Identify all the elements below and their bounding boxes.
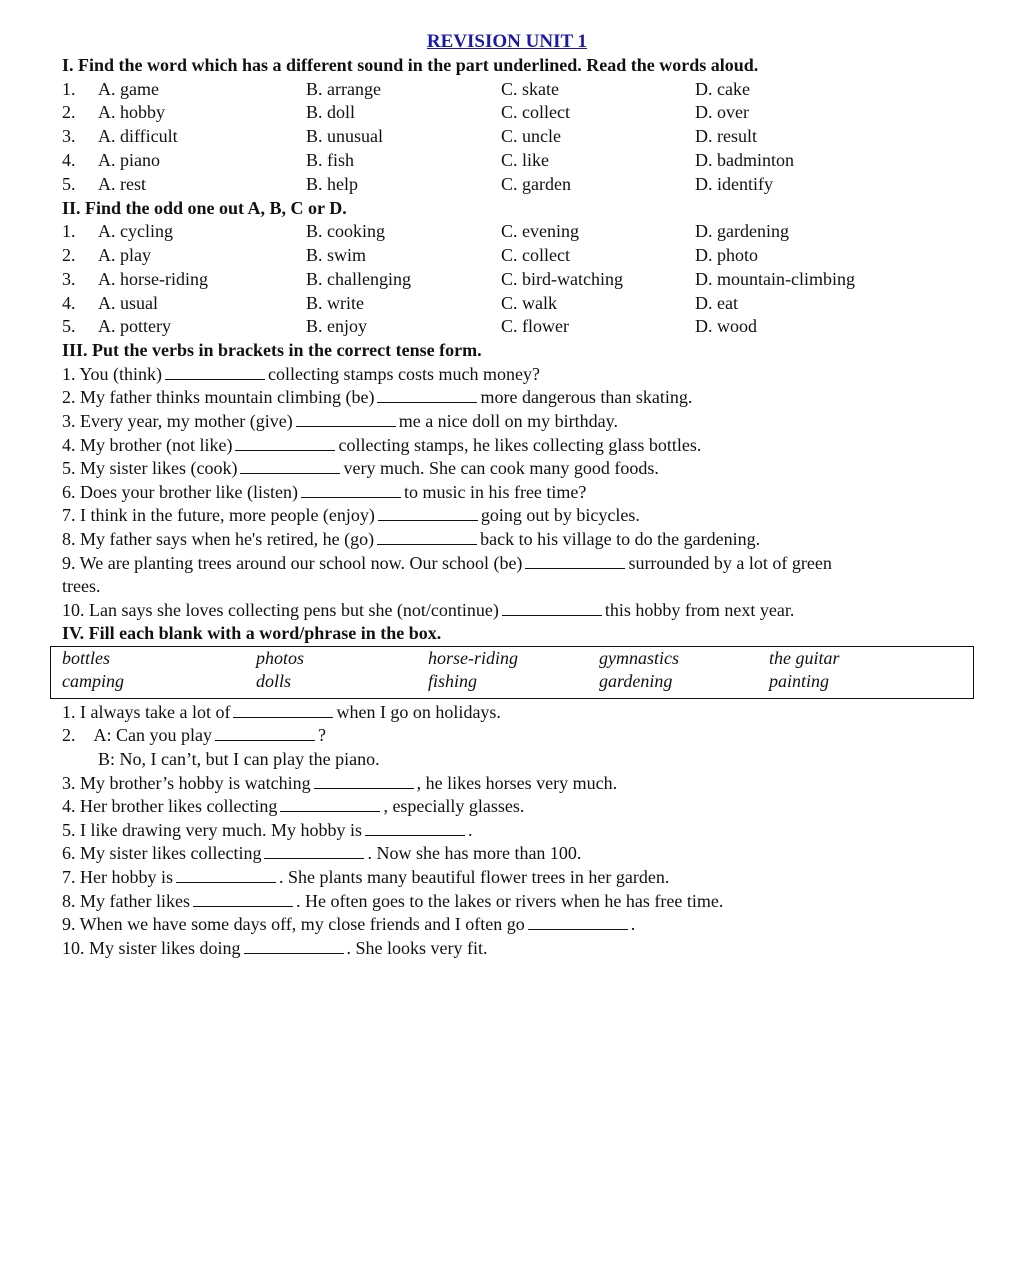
answer-blank[interactable] (502, 600, 602, 616)
section-1-heading: I. Find the word which has a different sound in the part underlined. Read the words aloud. (62, 55, 759, 75)
question-number: 1. (62, 78, 76, 99)
exercise-item: 10. My sister likes doing . She looks very fit. (62, 937, 488, 958)
exercise-item: 5. I like drawing very much. My hobby is . (62, 819, 473, 840)
question-number: 4. (62, 292, 76, 313)
question-row (62, 101, 952, 125)
word-box-entry: photos (256, 647, 305, 668)
option-b[interactable]: B. cooking (306, 221, 385, 242)
option-d[interactable]: D. eat (695, 292, 738, 313)
answer-blank[interactable] (193, 891, 293, 907)
question-number: 1. (62, 221, 76, 242)
option-d[interactable]: D. wood (695, 316, 757, 337)
option-d[interactable]: D. mountain-climbing (695, 268, 855, 289)
option-c[interactable]: C. evening (501, 221, 579, 242)
word-box-entry: bottles (62, 647, 110, 668)
question-row (62, 125, 952, 149)
answer-blank[interactable] (215, 725, 315, 741)
option-c[interactable]: C. bird-watching (501, 268, 623, 289)
option-a[interactable]: A. play (98, 244, 151, 265)
option-c[interactable]: C. uncle (501, 126, 561, 147)
exercise-item: 6. Does your brother like (listen) to music in his free time? (62, 481, 587, 502)
word-box-entry: fishing (428, 671, 478, 692)
option-a[interactable]: A. horse-riding (98, 268, 208, 289)
option-b[interactable]: B. arrange (306, 78, 381, 99)
exercise-item-reply: B: No, I can’t, but I can play the piano. (98, 749, 380, 770)
question-number: 5. (62, 316, 76, 337)
option-c[interactable]: C. collect (501, 102, 570, 123)
exercise-item: 3. My brother’s hobby is watching , he likes horses very much. (62, 772, 618, 793)
option-a[interactable]: A. piano (98, 149, 160, 170)
word-box-entry: horse-riding (428, 647, 518, 668)
exercise-item: 7. Her hobby is . She plants many beautiful flower trees in her garden. (62, 867, 670, 888)
option-c[interactable]: C. garden (501, 173, 571, 194)
answer-blank[interactable] (378, 505, 478, 521)
exercise-item: 1. I always take a lot of when I go on holidays. (62, 701, 501, 722)
part3-list (62, 363, 952, 623)
word-box-entry: gymnastics (599, 647, 679, 668)
question-number: 4. (62, 149, 76, 170)
question-row (62, 268, 952, 292)
option-c[interactable]: C. flower (501, 316, 569, 337)
option-c[interactable]: C. like (501, 149, 549, 170)
answer-blank[interactable] (280, 796, 380, 812)
question-row (62, 78, 952, 102)
word-box-entry: camping (62, 671, 124, 692)
exercise-item: 4. Her brother likes collecting , especially glasses. (62, 796, 525, 817)
option-b[interactable]: B. swim (306, 244, 367, 265)
option-b[interactable]: B. challenging (306, 268, 411, 289)
exercise-item: 4. My brother (not like) collecting stamps, he likes collecting glass bottles. (62, 434, 702, 455)
question-number: 3. (62, 126, 76, 147)
part4-list (62, 701, 952, 961)
question-row (62, 220, 952, 244)
exercise-item: 9. When we have some days off, my close friends and I often go . (62, 914, 636, 935)
question-number: 5. (62, 173, 76, 194)
worksheet (62, 30, 952, 960)
answer-blank[interactable] (264, 843, 364, 859)
question-row (62, 244, 952, 268)
option-a[interactable]: A. hobby (98, 102, 165, 123)
word-box-row (51, 647, 973, 671)
option-a[interactable]: A. cycling (98, 221, 173, 242)
exercise-item: 5. My sister likes (cook) very much. She can cook many good foods. (62, 458, 659, 479)
answer-blank[interactable] (165, 364, 265, 380)
question-row (62, 292, 952, 316)
answer-blank[interactable] (528, 914, 628, 930)
answer-blank[interactable] (244, 938, 344, 954)
option-c[interactable]: C. skate (501, 78, 559, 99)
answer-blank[interactable] (377, 529, 477, 545)
answer-blank[interactable] (240, 458, 340, 474)
exercise-item: 8. My father says when he's retired, he (go) back to his village to do the gardening. (62, 528, 761, 549)
exercise-item: 2. My father thinks mountain climbing (be) more dangerous than skating. (62, 387, 693, 408)
exercise-item-continuation: trees. (62, 576, 101, 597)
question-row (62, 149, 952, 173)
option-d[interactable]: D. identify (695, 173, 773, 194)
option-a[interactable]: A. difficult (98, 126, 178, 147)
option-a[interactable]: A. game (98, 78, 159, 99)
answer-blank[interactable] (365, 820, 465, 836)
option-d[interactable]: D. photo (695, 244, 758, 265)
option-d[interactable]: D. badminton (695, 149, 794, 170)
word-box-entry: gardening (599, 671, 673, 692)
answer-blank[interactable] (314, 773, 414, 789)
option-d[interactable]: D. cake (695, 78, 750, 99)
exercise-item: 8. My father likes . He often goes to the lakes or rivers when he has free time. (62, 890, 724, 911)
word-box-wrapper (62, 646, 952, 699)
option-d[interactable]: D. result (695, 126, 757, 147)
part1-list (62, 78, 952, 197)
answer-blank[interactable] (233, 702, 333, 718)
exercise-item: 10. Lan says she loves collecting pens but she (not/continue) this hobby from next year. (62, 599, 795, 620)
option-a[interactable]: A. usual (98, 292, 158, 313)
answer-blank[interactable] (235, 435, 335, 451)
word-box-entry: dolls (256, 671, 292, 692)
option-b[interactable]: B. write (306, 292, 364, 313)
answer-blank[interactable] (525, 553, 625, 569)
exercise-item: 9. We are planting trees around our school now. Our school (be) surrounded by a lot of green (62, 552, 832, 573)
exercise-item: 1. You (think) collecting stamps costs much money? (62, 363, 540, 384)
option-b[interactable]: B. unusual (306, 126, 384, 147)
word-box-entry: painting (769, 671, 830, 692)
option-a[interactable]: A. pottery (98, 316, 171, 337)
section-2-heading: II. Find the odd one out A, B, C or D. (62, 197, 347, 218)
option-d[interactable]: D. over (695, 102, 749, 123)
question-number: 3. (62, 268, 76, 289)
option-b[interactable]: B. fish (306, 149, 355, 170)
option-c[interactable]: C. collect (501, 244, 570, 265)
option-d[interactable]: D. gardening (695, 221, 789, 242)
option-b[interactable]: B. enjoy (306, 316, 367, 337)
page-title: REVISION UNIT 1 (426, 31, 588, 52)
exercise-item: 6. My sister likes collecting . Now she has more than 100. (62, 843, 582, 864)
answer-blank[interactable] (176, 867, 276, 883)
word-box (50, 646, 974, 699)
option-a[interactable]: A. rest (98, 173, 146, 194)
question-number: 2. (62, 102, 76, 123)
word-box-row (51, 670, 973, 694)
exercise-item: 3. Every year, my mother (give) me a nice doll on my birthday. (62, 410, 618, 431)
option-b[interactable]: B. help (306, 173, 358, 194)
question-row (62, 173, 952, 197)
section-4-heading: IV. Fill each blank with a word/phrase in the box. (62, 623, 442, 644)
question-row (62, 315, 952, 339)
option-b[interactable]: B. doll (306, 102, 356, 123)
section-3-heading: III. Put the verbs in brackets in the correct tense form. (62, 340, 482, 361)
exercise-item: 7. I think in the future, more people (enjoy) going out by bicycles. (62, 505, 640, 526)
exercise-item: 2. A: Can you play ? (62, 725, 326, 746)
word-box-entry: the guitar (769, 647, 840, 668)
answer-blank[interactable] (377, 387, 477, 403)
part2-list (62, 220, 952, 339)
answer-blank[interactable] (296, 411, 396, 427)
option-c[interactable]: C. walk (501, 292, 557, 313)
question-number: 2. (62, 244, 76, 265)
answer-blank[interactable] (301, 482, 401, 498)
